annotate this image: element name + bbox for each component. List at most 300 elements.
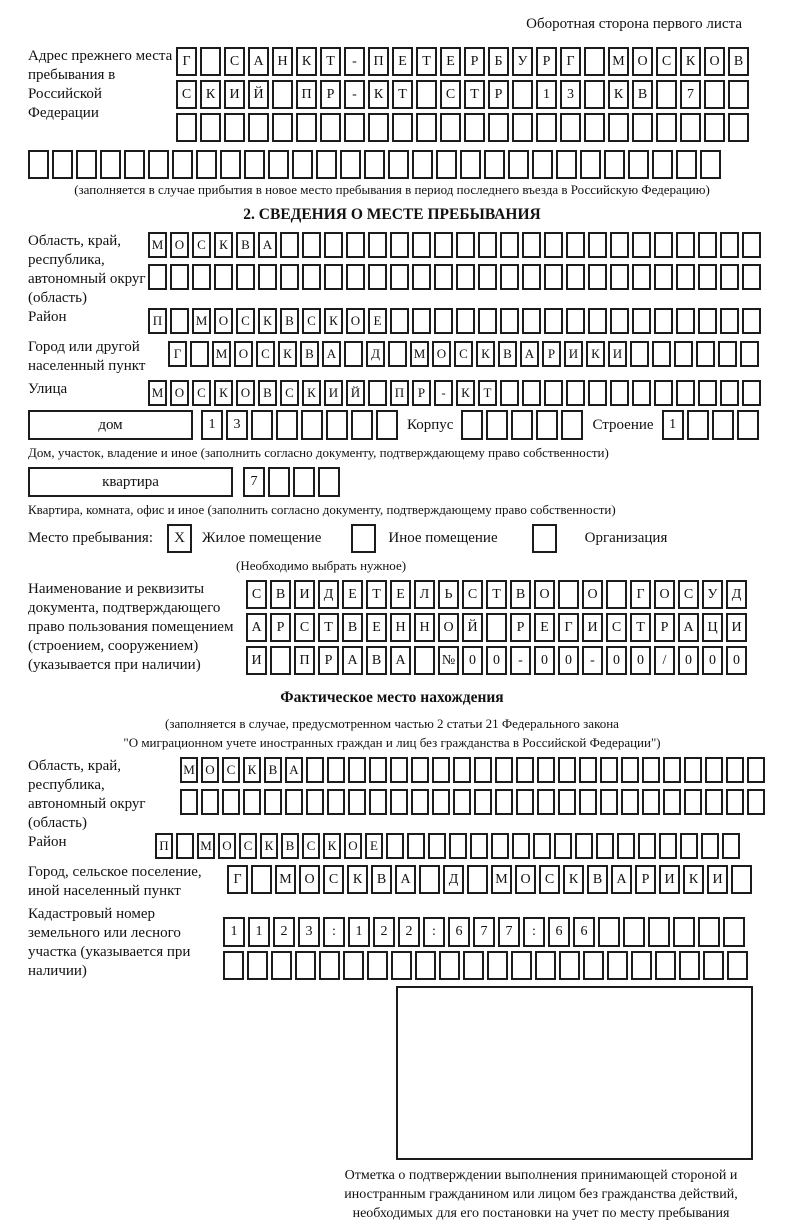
- char-cell[interactable]: [390, 789, 408, 815]
- char-cell[interactable]: [248, 113, 269, 142]
- char-cell[interactable]: С: [192, 232, 211, 258]
- char-cell[interactable]: [76, 150, 97, 179]
- char-cell[interactable]: [224, 113, 245, 142]
- char-cell[interactable]: О: [704, 47, 725, 76]
- stroenie-cells[interactable]: [662, 410, 762, 440]
- apartment-cells[interactable]: [243, 467, 343, 497]
- char-cell[interactable]: Т: [416, 47, 437, 76]
- char-cell[interactable]: [258, 264, 277, 290]
- char-cell[interactable]: 3: [226, 410, 248, 440]
- char-cell[interactable]: С: [192, 380, 211, 406]
- char-cell[interactable]: [600, 757, 618, 783]
- char-cell[interactable]: [411, 789, 429, 815]
- char-cell[interactable]: [276, 410, 298, 440]
- char-cell[interactable]: [632, 113, 653, 142]
- char-cell[interactable]: [368, 232, 387, 258]
- char-cell[interactable]: К: [563, 865, 584, 894]
- char-cell[interactable]: 0: [678, 646, 699, 675]
- char-cell[interactable]: Р: [320, 80, 341, 109]
- char-cell[interactable]: А: [678, 613, 699, 642]
- char-cell[interactable]: В: [371, 865, 392, 894]
- char-cell[interactable]: [663, 757, 681, 783]
- char-cell[interactable]: [579, 789, 597, 815]
- char-cell[interactable]: :: [323, 917, 345, 947]
- char-cell[interactable]: [268, 467, 290, 497]
- char-cell[interactable]: Й: [462, 613, 483, 642]
- char-cell[interactable]: [607, 951, 628, 980]
- char-cell[interactable]: [192, 264, 211, 290]
- char-cell[interactable]: [369, 757, 387, 783]
- char-cell[interactable]: [720, 380, 739, 406]
- char-cell[interactable]: В: [264, 757, 282, 783]
- char-cell[interactable]: К: [278, 341, 297, 367]
- char-cell[interactable]: [368, 264, 387, 290]
- char-cell[interactable]: О: [344, 833, 362, 859]
- char-cell[interactable]: [742, 380, 761, 406]
- char-cell[interactable]: [348, 789, 366, 815]
- char-cell[interactable]: [544, 380, 563, 406]
- char-cell[interactable]: 2: [373, 917, 395, 947]
- char-cell[interactable]: Р: [270, 613, 291, 642]
- char-cell[interactable]: С: [302, 833, 320, 859]
- char-cell[interactable]: [632, 232, 651, 258]
- char-cell[interactable]: Т: [630, 613, 651, 642]
- char-cell[interactable]: [190, 341, 209, 367]
- char-cell[interactable]: Г: [227, 865, 248, 894]
- char-cell[interactable]: -: [344, 80, 365, 109]
- char-cell[interactable]: [632, 380, 651, 406]
- char-cell[interactable]: О: [515, 865, 536, 894]
- char-cell[interactable]: [566, 264, 585, 290]
- char-cell[interactable]: [652, 341, 671, 367]
- char-cell[interactable]: 3: [298, 917, 320, 947]
- char-cell[interactable]: [676, 380, 695, 406]
- char-cell[interactable]: [516, 757, 534, 783]
- char-cell[interactable]: В: [270, 580, 291, 609]
- char-cell[interactable]: 0: [630, 646, 651, 675]
- char-cell[interactable]: [588, 380, 607, 406]
- char-cell[interactable]: [280, 232, 299, 258]
- char-cell[interactable]: [654, 308, 673, 334]
- char-cell[interactable]: [296, 113, 317, 142]
- char-cell[interactable]: [464, 113, 485, 142]
- char-cell[interactable]: [346, 264, 365, 290]
- char-cell[interactable]: [180, 789, 198, 815]
- char-cell[interactable]: [722, 833, 740, 859]
- char-cell[interactable]: [461, 410, 483, 440]
- char-cell[interactable]: [449, 833, 467, 859]
- char-cell[interactable]: [285, 789, 303, 815]
- char-cell[interactable]: С: [454, 341, 473, 367]
- char-cell[interactable]: [512, 80, 533, 109]
- char-cell[interactable]: [491, 833, 509, 859]
- char-cell[interactable]: И: [294, 580, 315, 609]
- char-cell[interactable]: [478, 308, 497, 334]
- char-cell[interactable]: [698, 232, 717, 258]
- char-cell[interactable]: [737, 410, 759, 440]
- char-cell[interactable]: [698, 380, 717, 406]
- char-cell[interactable]: [687, 410, 709, 440]
- char-cell[interactable]: [478, 232, 497, 258]
- char-cell[interactable]: М: [608, 47, 629, 76]
- char-cell[interactable]: [170, 264, 189, 290]
- checkbox-zhiloe-pomeshchenie[interactable]: X: [167, 524, 192, 553]
- char-cell[interactable]: [302, 232, 321, 258]
- char-cell[interactable]: М: [491, 865, 512, 894]
- char-cell[interactable]: [295, 951, 316, 980]
- char-cell[interactable]: С: [236, 308, 255, 334]
- char-cell[interactable]: И: [707, 865, 728, 894]
- char-cell[interactable]: [176, 833, 194, 859]
- char-cell[interactable]: С: [246, 580, 267, 609]
- char-cell[interactable]: С: [176, 80, 197, 109]
- char-cell[interactable]: [512, 833, 530, 859]
- char-cell[interactable]: [575, 833, 593, 859]
- char-cell[interactable]: 1: [536, 80, 557, 109]
- char-cell[interactable]: [412, 150, 433, 179]
- char-cell[interactable]: [434, 232, 453, 258]
- char-cell[interactable]: О: [582, 580, 603, 609]
- char-cell[interactable]: Е: [366, 613, 387, 642]
- char-cell[interactable]: О: [170, 380, 189, 406]
- char-cell[interactable]: [579, 757, 597, 783]
- char-cell[interactable]: [747, 757, 765, 783]
- char-cell[interactable]: К: [347, 865, 368, 894]
- char-cell[interactable]: Р: [412, 380, 431, 406]
- char-cell[interactable]: М: [275, 865, 296, 894]
- char-cell[interactable]: [559, 951, 580, 980]
- char-cell[interactable]: [700, 150, 721, 179]
- char-cell[interactable]: О: [236, 380, 255, 406]
- char-cell[interactable]: [271, 951, 292, 980]
- char-cell[interactable]: -: [582, 646, 603, 675]
- char-cell[interactable]: С: [302, 308, 321, 334]
- char-cell[interactable]: [705, 789, 723, 815]
- char-cell[interactable]: Т: [486, 580, 507, 609]
- char-cell[interactable]: О: [346, 308, 365, 334]
- char-cell[interactable]: [560, 113, 581, 142]
- char-cell[interactable]: О: [632, 47, 653, 76]
- char-cell[interactable]: Т: [320, 47, 341, 76]
- korpus-cells[interactable]: [461, 410, 586, 440]
- char-cell[interactable]: [367, 951, 388, 980]
- char-cell[interactable]: С: [280, 380, 299, 406]
- char-cell[interactable]: А: [520, 341, 539, 367]
- char-cell[interactable]: 1: [223, 917, 245, 947]
- char-cell[interactable]: [148, 264, 167, 290]
- char-cell[interactable]: [556, 150, 577, 179]
- char-cell[interactable]: Е: [390, 580, 411, 609]
- char-cell[interactable]: 0: [462, 646, 483, 675]
- char-cell[interactable]: [486, 613, 507, 642]
- char-cell[interactable]: [544, 232, 563, 258]
- char-cell[interactable]: П: [155, 833, 173, 859]
- char-cell[interactable]: [412, 308, 431, 334]
- char-cell[interactable]: В: [258, 380, 277, 406]
- char-cell[interactable]: Г: [560, 47, 581, 76]
- char-cell[interactable]: Е: [368, 308, 387, 334]
- char-cell[interactable]: [718, 341, 737, 367]
- char-cell[interactable]: [390, 757, 408, 783]
- char-cell[interactable]: [584, 47, 605, 76]
- char-cell[interactable]: [742, 264, 761, 290]
- cadastre-row-2[interactable]: [223, 951, 751, 980]
- char-cell[interactable]: П: [390, 380, 409, 406]
- char-cell[interactable]: [631, 951, 652, 980]
- char-cell[interactable]: И: [726, 613, 747, 642]
- char-cell[interactable]: [723, 917, 745, 947]
- char-cell[interactable]: А: [322, 341, 341, 367]
- char-cell[interactable]: [522, 380, 541, 406]
- char-cell[interactable]: [470, 833, 488, 859]
- char-cell[interactable]: А: [611, 865, 632, 894]
- char-cell[interactable]: [415, 951, 436, 980]
- char-cell[interactable]: В: [236, 232, 255, 258]
- char-cell[interactable]: В: [280, 308, 299, 334]
- document-row-2[interactable]: [246, 613, 750, 642]
- char-cell[interactable]: У: [512, 47, 533, 76]
- char-cell[interactable]: [621, 757, 639, 783]
- char-cell[interactable]: [676, 264, 695, 290]
- char-cell[interactable]: [272, 80, 293, 109]
- char-cell[interactable]: [196, 150, 217, 179]
- char-cell[interactable]: [655, 951, 676, 980]
- char-cell[interactable]: [532, 150, 553, 179]
- char-cell[interactable]: [432, 757, 450, 783]
- char-cell[interactable]: И: [659, 865, 680, 894]
- char-cell[interactable]: Й: [346, 380, 365, 406]
- char-cell[interactable]: [684, 757, 702, 783]
- char-cell[interactable]: [731, 865, 752, 894]
- char-cell[interactable]: [302, 264, 321, 290]
- actual-district-row[interactable]: [155, 833, 743, 859]
- char-cell[interactable]: Р: [654, 613, 675, 642]
- char-cell[interactable]: [292, 150, 313, 179]
- char-cell[interactable]: [364, 150, 385, 179]
- char-cell[interactable]: О: [214, 308, 233, 334]
- char-cell[interactable]: [630, 341, 649, 367]
- char-cell[interactable]: [500, 232, 519, 258]
- char-cell[interactable]: [610, 264, 629, 290]
- char-cell[interactable]: С: [294, 613, 315, 642]
- char-cell[interactable]: [436, 150, 457, 179]
- char-cell[interactable]: -: [434, 380, 453, 406]
- char-cell[interactable]: [720, 264, 739, 290]
- char-cell[interactable]: С: [678, 580, 699, 609]
- char-cell[interactable]: [52, 150, 73, 179]
- char-cell[interactable]: [222, 789, 240, 815]
- char-cell[interactable]: [484, 150, 505, 179]
- char-cell[interactable]: [28, 150, 49, 179]
- char-cell[interactable]: [508, 150, 529, 179]
- char-cell[interactable]: О: [438, 613, 459, 642]
- char-cell[interactable]: Т: [318, 613, 339, 642]
- char-cell[interactable]: С: [222, 757, 240, 783]
- char-cell[interactable]: [522, 264, 541, 290]
- char-cell[interactable]: [742, 308, 761, 334]
- char-cell[interactable]: О: [654, 580, 675, 609]
- char-cell[interactable]: К: [324, 308, 343, 334]
- char-cell[interactable]: [411, 757, 429, 783]
- char-cell[interactable]: [610, 232, 629, 258]
- char-cell[interactable]: [656, 113, 677, 142]
- char-cell[interactable]: [698, 264, 717, 290]
- char-cell[interactable]: И: [324, 380, 343, 406]
- char-cell[interactable]: Ц: [702, 613, 723, 642]
- char-cell[interactable]: [676, 150, 697, 179]
- char-cell[interactable]: [500, 264, 519, 290]
- prev-address-row-2[interactable]: [176, 80, 752, 109]
- char-cell[interactable]: Г: [168, 341, 187, 367]
- char-cell[interactable]: 0: [726, 646, 747, 675]
- char-cell[interactable]: К: [368, 80, 389, 109]
- char-cell[interactable]: [554, 833, 572, 859]
- char-cell[interactable]: А: [285, 757, 303, 783]
- char-cell[interactable]: П: [296, 80, 317, 109]
- char-cell[interactable]: [343, 951, 364, 980]
- char-cell[interactable]: Р: [536, 47, 557, 76]
- char-cell[interactable]: [742, 232, 761, 258]
- char-cell[interactable]: -: [344, 47, 365, 76]
- char-cell[interactable]: [376, 410, 398, 440]
- char-cell[interactable]: [340, 150, 361, 179]
- char-cell[interactable]: [558, 757, 576, 783]
- char-cell[interactable]: :: [523, 917, 545, 947]
- char-cell[interactable]: [511, 410, 533, 440]
- char-cell[interactable]: [487, 951, 508, 980]
- char-cell[interactable]: [561, 410, 583, 440]
- char-cell[interactable]: [704, 80, 725, 109]
- char-cell[interactable]: [172, 150, 193, 179]
- checkbox-organizatsiya[interactable]: [532, 524, 557, 553]
- char-cell[interactable]: К: [214, 232, 233, 258]
- char-cell[interactable]: [544, 308, 563, 334]
- char-cell[interactable]: [434, 308, 453, 334]
- char-cell[interactable]: [727, 951, 748, 980]
- char-cell[interactable]: [419, 865, 440, 894]
- char-cell[interactable]: [390, 232, 409, 258]
- char-cell[interactable]: А: [342, 646, 363, 675]
- prev-address-row-3[interactable]: [176, 113, 752, 142]
- char-cell[interactable]: [583, 951, 604, 980]
- char-cell[interactable]: 0: [558, 646, 579, 675]
- actual-region-row-2[interactable]: [180, 789, 768, 815]
- char-cell[interactable]: 7: [473, 917, 495, 947]
- char-cell[interactable]: А: [395, 865, 416, 894]
- char-cell[interactable]: [495, 789, 513, 815]
- char-cell[interactable]: [474, 789, 492, 815]
- char-cell[interactable]: [588, 264, 607, 290]
- char-cell[interactable]: С: [256, 341, 275, 367]
- char-cell[interactable]: [456, 308, 475, 334]
- char-cell[interactable]: С: [239, 833, 257, 859]
- char-cell[interactable]: Б: [488, 47, 509, 76]
- char-cell[interactable]: В: [510, 580, 531, 609]
- char-cell[interactable]: Й: [248, 80, 269, 109]
- char-cell[interactable]: [272, 113, 293, 142]
- char-cell[interactable]: [488, 113, 509, 142]
- char-cell[interactable]: [390, 264, 409, 290]
- char-cell[interactable]: К: [260, 833, 278, 859]
- char-cell[interactable]: Г: [176, 47, 197, 76]
- checkbox-inoe-pomeshchenie[interactable]: [351, 524, 376, 553]
- char-cell[interactable]: [698, 917, 720, 947]
- char-cell[interactable]: О: [234, 341, 253, 367]
- char-cell[interactable]: [247, 951, 268, 980]
- char-cell[interactable]: [516, 789, 534, 815]
- char-cell[interactable]: [584, 113, 605, 142]
- char-cell[interactable]: 3: [560, 80, 581, 109]
- char-cell[interactable]: [369, 789, 387, 815]
- char-cell[interactable]: В: [281, 833, 299, 859]
- char-cell[interactable]: [434, 264, 453, 290]
- char-cell[interactable]: Е: [392, 47, 413, 76]
- char-cell[interactable]: К: [683, 865, 704, 894]
- char-cell[interactable]: [584, 80, 605, 109]
- char-cell[interactable]: [412, 264, 431, 290]
- char-cell[interactable]: [318, 467, 340, 497]
- char-cell[interactable]: В: [498, 341, 517, 367]
- char-cell[interactable]: [236, 264, 255, 290]
- char-cell[interactable]: К: [258, 308, 277, 334]
- char-cell[interactable]: К: [200, 80, 221, 109]
- char-cell[interactable]: [301, 410, 323, 440]
- char-cell[interactable]: [388, 150, 409, 179]
- char-cell[interactable]: С: [539, 865, 560, 894]
- char-cell[interactable]: [659, 833, 677, 859]
- char-cell[interactable]: [306, 789, 324, 815]
- char-cell[interactable]: [652, 150, 673, 179]
- char-cell[interactable]: [674, 341, 693, 367]
- char-cell[interactable]: [533, 833, 551, 859]
- char-cell[interactable]: [440, 113, 461, 142]
- prev-address-row-4[interactable]: [28, 150, 756, 179]
- char-cell[interactable]: М: [410, 341, 429, 367]
- char-cell[interactable]: [696, 341, 715, 367]
- char-cell[interactable]: 6: [573, 917, 595, 947]
- actual-city-row[interactable]: [227, 865, 755, 894]
- char-cell[interactable]: [392, 113, 413, 142]
- char-cell[interactable]: [495, 757, 513, 783]
- char-cell[interactable]: [439, 951, 460, 980]
- char-cell[interactable]: [243, 789, 261, 815]
- char-cell[interactable]: М: [148, 380, 167, 406]
- char-cell[interactable]: К: [243, 757, 261, 783]
- char-cell[interactable]: Р: [510, 613, 531, 642]
- char-cell[interactable]: [588, 232, 607, 258]
- char-cell[interactable]: [558, 580, 579, 609]
- char-cell[interactable]: [600, 789, 618, 815]
- char-cell[interactable]: [344, 341, 363, 367]
- char-cell[interactable]: [604, 150, 625, 179]
- char-cell[interactable]: И: [608, 341, 627, 367]
- char-cell[interactable]: [500, 380, 519, 406]
- char-cell[interactable]: [621, 789, 639, 815]
- char-cell[interactable]: [327, 789, 345, 815]
- char-cell[interactable]: 0: [606, 646, 627, 675]
- char-cell[interactable]: [608, 113, 629, 142]
- char-cell[interactable]: [326, 410, 348, 440]
- char-cell[interactable]: Р: [464, 47, 485, 76]
- char-cell[interactable]: [412, 232, 431, 258]
- char-cell[interactable]: И: [564, 341, 583, 367]
- char-cell[interactable]: [223, 951, 244, 980]
- char-cell[interactable]: Т: [478, 380, 497, 406]
- char-cell[interactable]: [535, 951, 556, 980]
- char-cell[interactable]: М: [180, 757, 198, 783]
- char-cell[interactable]: К: [302, 380, 321, 406]
- char-cell[interactable]: Г: [630, 580, 651, 609]
